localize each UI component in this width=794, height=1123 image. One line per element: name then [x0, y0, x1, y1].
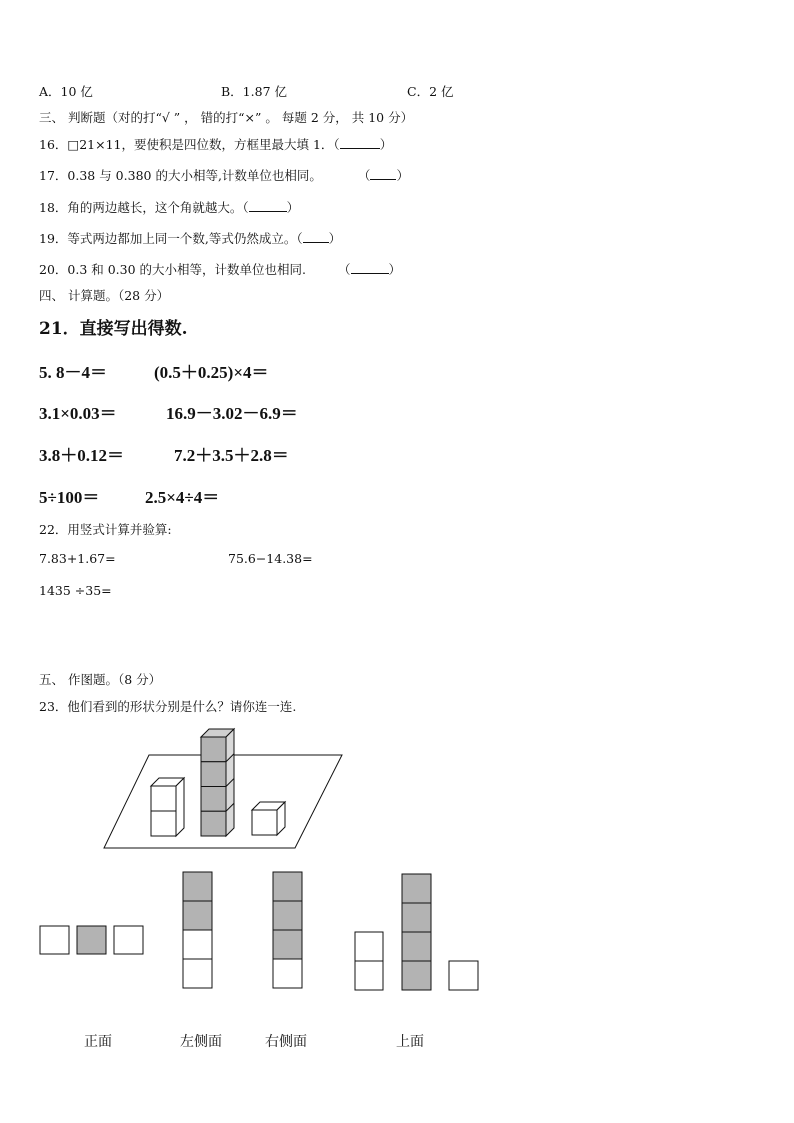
question-21-title: 21．直接写出得数.: [39, 319, 188, 339]
scene: [40, 729, 478, 990]
question-18-text: 18．角的两边越长，这个角就越大。（: [39, 200, 249, 215]
view-right: [273, 872, 302, 988]
label-front: 正面: [84, 1034, 112, 1050]
question-20-close: ）: [388, 262, 402, 277]
right-cube: [252, 802, 285, 835]
question-20-open: （: [338, 262, 351, 277]
question-16-close: ）: [379, 137, 393, 152]
section-4-title: 四、 计算题。（28 分）: [39, 288, 170, 303]
option-a: A．10 亿: [39, 84, 93, 99]
view-top: [355, 874, 478, 990]
question-22-item-1: 7.83+1.67=: [39, 551, 116, 566]
question-17-text: 17．0.38 与 0.380 的大小相等,计数单位也相同。: [39, 168, 322, 183]
calc-4-b: 2.5×4÷4＝: [145, 488, 220, 507]
left-stack: [151, 778, 184, 836]
question-22-title: 22．用竖式计算并验算:: [39, 522, 172, 537]
question-20-text: 20．0.3 和 0.30 的大小相等，计数单位也相同.: [39, 262, 307, 277]
question-19-text: 19．等式两边都加上同一个数,等式仍然成立。（: [39, 231, 303, 246]
label-left-side: 左侧面: [180, 1034, 222, 1050]
calc-4-a: 5÷100＝: [39, 488, 100, 507]
calc-2-b: 16.9－3.02－6.9＝: [166, 404, 298, 423]
section-5-title: 五、 作图题。（8 分）: [39, 672, 162, 687]
calc-1-a: 5. 8－4＝: [39, 363, 107, 382]
option-b: B．1.87 亿: [221, 84, 287, 99]
calc-3-a: 3.8＋0.12＝: [39, 446, 124, 465]
question-17-close: ）: [396, 168, 409, 183]
label-right-side: 右侧面: [265, 1034, 307, 1050]
view-left: [183, 872, 212, 988]
question-22-item-2: 75.6−14.38=: [228, 551, 313, 566]
question-23-title: 23．他们看到的形状分别是什么？请你连一连.: [39, 699, 297, 714]
view-front: [40, 926, 143, 954]
question-18-close: ）: [286, 200, 300, 215]
label-top: 上面: [396, 1034, 424, 1050]
tall-stack: [201, 729, 234, 836]
section-3-title: 三、 判断题（对的打“√ ” ， 错的打“×” 。 每题 2 分， 共 10 分）: [39, 110, 414, 125]
calc-1-b: (0.5＋0.25)×4＝: [154, 363, 269, 382]
option-c: C．2 亿: [407, 84, 454, 99]
question-17-open: （: [357, 168, 371, 183]
calc-2-a: 3.1×0.03＝: [39, 404, 117, 423]
calc-3-b: 7.2＋3.5＋2.8＝: [174, 446, 289, 465]
question-19-close: ）: [328, 231, 342, 246]
question-22-item-3: 1435 ÷35=: [39, 583, 112, 598]
question-16-text: 16．□21×11，要使积是四位数，方框里最大填 1．（: [39, 137, 340, 152]
